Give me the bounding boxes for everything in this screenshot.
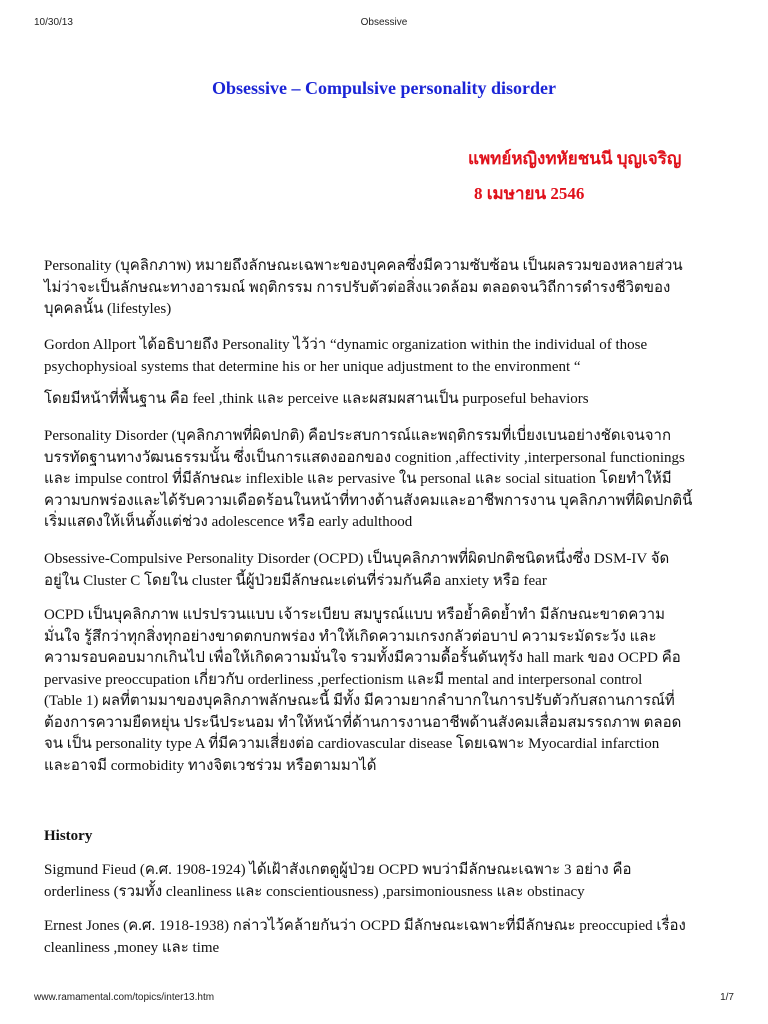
- paragraph-line: จน เป็น personality type A ที่มีความเสี่ยงต่อ cardiovascular disease โดยเฉพาะ Myocardial infarction: [44, 736, 660, 752]
- paragraph-line: Gordon Allport ได้อธิบายถึง Personality ไว้ว่า “dynamic organization within the individual of those: [44, 337, 648, 353]
- paragraph-line: pervasive preoccupation เกี่ยวกับ orderliness ,perfectionism และมี mental and interpersonal control: [44, 671, 643, 688]
- paragraph-line: ไม่ว่าจะเป็นลักษณะทางอารมณ์ พฤติกรรม การปรับตัวต่อสิ่งแวดล้อม ตลอดจนวิถีการดำรงชีวิตของ: [44, 279, 671, 296]
- paragraph-jones: [44, 916, 730, 959]
- history-heading: History: [44, 828, 93, 844]
- paragraph-line: โดยมีหน้าที่พื้นฐาน คือ feel ,think และ perceive และผสมผสานเป็น purposeful behaviors: [44, 391, 589, 407]
- document-date: 8 เมษายน 2546: [474, 184, 585, 203]
- source-url[interactable]: www.ramamental.com/topics/inter13.htm: [34, 992, 215, 1003]
- paragraph-line: Obsessive-Compulsive Personality Disorder (OCPD) เป็นบุคลิกภาพที่ผิดปกติชนิดหนึ่งซึ่ง DSM-IV จัด: [44, 551, 670, 567]
- print-header: [34, 17, 734, 33]
- paragraph-personality-definition: [44, 256, 730, 321]
- paragraph-line: psychophysioal systems that determine his or her unique adjustment to the environment “: [44, 358, 581, 375]
- paragraph-line: ความบกพร่องและได้รับความเดือดร้อนในหน้าที่ทางด้านสังคมและอาชีพการงาน บุคลิกภาพที่ผิดปกตินี้: [44, 492, 693, 509]
- paragraph-ocpd-description: [44, 605, 730, 777]
- paragraph-line: cleanliness ,money และ time: [44, 939, 220, 956]
- page-number: 1/7: [720, 992, 734, 1003]
- paragraph-line: บุคคลนั้น (lifestyles): [44, 301, 172, 317]
- paragraph-line: orderliness (รวมทั้ง cleanliness และ conscientiousness) ,parsimoniousness และ obstinacy: [44, 883, 585, 900]
- paragraph-line: (Table 1) ผลที่ตามมาของบุคลิกภาพลักษณะนี้ มีทั้ง มีความยากลำบากในการปรับตัวกับสถานการณ์ที่: [44, 693, 675, 709]
- paragraph-line: เริ่มแสดงให้เห็นตั้งแต่ช่วง adolescence หรือ early adulthood: [44, 514, 413, 530]
- paragraph-line: Sigmund Fieud (ค.ศ. 1908-1924) ได้เฝ้าสังเกตดูผู้ป่วย OCPD พบว่ามีลักษณะเฉพาะ 3 อย่าง คือ: [44, 862, 632, 878]
- paragraph-ocpd-cluster: [44, 549, 730, 592]
- paragraph-line: OCPD เป็นบุคลิกภาพ แปรปรวนแบบ เจ้าระเบียบ สมบูรณ์แบบ หรือย้ำคิดย้ำทำ มีลักษณะขาดความ: [44, 607, 665, 623]
- print-page-title: Obsessive: [360, 17, 408, 28]
- paragraph-line: Ernest Jones (ค.ศ. 1918-1938) กล่าวไว้คล้ายกันว่า OCPD มีลักษณะเฉพาะที่มีลักษณะ preoccupied เรื่อง: [44, 918, 686, 934]
- paragraph-line: ต้องการความยืดหยุ่น ประนีประนอม ทำให้หน้าที่ด้านการงานอาชีพด้านสังคมเสื่อมสมรรถภาพ ตลอด: [44, 714, 682, 731]
- paragraph-basic-functions: [44, 389, 730, 411]
- paragraph-allport-quote: [44, 335, 730, 378]
- paragraph-line: และอาจมี cormobidity ทางจิตเวชร่วม หรือตามมาได้: [44, 757, 377, 774]
- paragraph-line: และ impulse control ที่มีลักษณะ inflexible และ pervasive ใน personal และ social situation โดยทำให้มี: [44, 471, 672, 487]
- print-footer: [34, 992, 734, 1008]
- paragraph-line: Personality (บุคลิกภาพ) หมายถึงลักษณะเฉพาะของบุคคลซึ่งมีความซับซ้อน เป็นผลรวมของหลายส่วน: [44, 258, 683, 274]
- paragraph-line: มั่นใจ รู้สึกว่าทุกสิ่งทุกอย่างขาดตกบกพร่อง ทำให้เกิดความเกรงกลัวต่อบาป ความระมัดระวัง และ: [44, 628, 657, 645]
- paragraph-freud: [44, 860, 730, 903]
- paragraph-line: อยู่ใน Cluster C โดยใน cluster นี้ผู้ป่วยมีลักษณะเด่นที่ร่วมกันคือ anxiety หรือ fear: [44, 572, 547, 589]
- author-name: แพทย์หญิงทหัยชนนี บุญเจริญ: [468, 149, 682, 168]
- paragraph-line: บรรทัดฐานทางวัฒนธรรมนั้น ซึ่งเป็นการแสดงออกของ cognition ,affectivity ,interpersonal functionings: [44, 449, 685, 466]
- paragraph-line: ความรอบคอบมากเกินไป เพื่อให้เกิดความมั่นใจ รวมทั้งมีความดื้อรั้นดันทุรัง hall mark ของ OCPD คือ: [44, 650, 681, 666]
- document-title: Obsessive – Compulsive personality disorder: [211, 78, 556, 98]
- paragraph-line: Personality Disorder (บุคลิกภาพที่ผิดปกติ) คือประสบการณ์และพฤติกรรมที่เบี่ยงเบนอย่างชัดเจนจาก: [44, 428, 672, 444]
- paragraph-personality-disorder: [44, 426, 730, 534]
- print-date: 10/30/13: [34, 17, 73, 28]
